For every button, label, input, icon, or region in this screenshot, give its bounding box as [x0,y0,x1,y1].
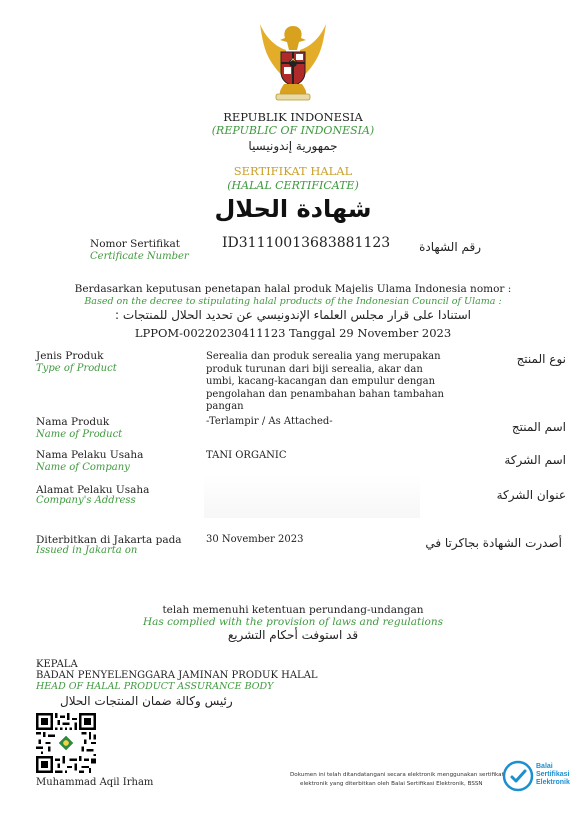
product-type-line: umbi, kacang-kacangan dan empulur dengan [206,376,436,387]
certificate-number-label-en: Certificate Number [90,251,189,262]
signatory-name: Muhammad Aqil Irham [36,777,154,788]
product-type-label-en: Type of Product [36,363,117,374]
product-type-line: Serealia dan produk serealia yang merupakan [206,351,441,362]
signatory-title-2: BADAN PENYELENGGARA JAMINAN PRODUK HALAL [36,670,318,681]
product-name-label-ar: اسم المنتج [511,420,566,434]
basis-text-ar: استنادا على قرار مجلس العلماء الإندونيسي عن تحديد الحلال للمنتجات : [115,308,471,322]
certificate-title-en: (HALAL CERTIFICATE) [227,179,359,192]
company-name-label-en: Name of Company [36,462,130,473]
issued-label: Diterbitkan di Jakarta pada [36,534,182,546]
signatory-title-ar: رئيس وكالة ضمان المنتجات الحلال [60,694,233,708]
signatory-title-en: HEAD OF HALAL PRODUCT ASSURANCE BODY [36,681,274,692]
signatory-title-1: KEPALA [36,659,78,670]
company-address-label: Alamat Pelaku Usaha [36,484,150,496]
redacted-address [204,474,420,518]
product-type-value [206,351,444,414]
bsre-text-line: Sertifikasi [536,771,570,778]
qr-code [36,713,96,773]
issued-label-ar: أصدرت الشهادة بجاكرتا في [425,536,562,550]
e-sign-note-line-2: elektronik yang diterbitkan oleh Balai Sertifikasi Elektronik, BSSN [300,781,483,787]
country-name-en: (REPUBLIC OF INDONESIA) [211,124,375,137]
product-name-value: -Terlampir / As Attached- [206,416,333,427]
bsre-logo-text [536,763,570,787]
company-address-label-ar: عنوان الشركة [496,488,566,502]
issued-label-en: Issued in Jakarta on [36,545,138,556]
e-sign-note-line-1: Dokumen ini telah ditandatangani secara elektronik menggunakan sertifikat [290,772,504,778]
product-name-label-en: Name of Product [36,429,123,440]
garuda-emblem [256,20,330,104]
country-name-ar: جمهورية إندونيسيا [248,139,338,153]
issued-date-value: 30 November 2023 [206,534,304,545]
country-name: REPUBLIK INDONESIA [223,110,363,124]
decree-number: LPPOM-00220230411123 Tanggal 29 November 2023 [134,326,452,340]
company-name-label: Nama Pelaku Usaha [36,449,144,461]
product-type-label-ar: نوع المنتج [516,352,566,366]
product-type-label: Jenis Produk [36,350,104,362]
product-name-label: Nama Produk [36,416,110,428]
bsre-text-line: Elektronik [536,779,570,786]
product-type-line: pangan [206,401,244,412]
product-type-line: pengolahan dan penambahan bahan tambahan [206,388,444,400]
compliance-text-ar: قد استوفت أحكام التشريع [227,628,359,642]
bsre-text-line: Balai [536,763,553,770]
basis-text-en: Based on the decree to stipulating halal products of the Indonesian Council of Ulama : [84,296,502,307]
company-name-value: TANI ORGANIC [206,450,287,461]
certificate-title-ar: شهادة الحلال [214,195,372,223]
company-address-label-en: Company's Address [36,495,136,506]
basis-text: Berdasarkan keputusan penetapan halal produk Majelis Ulama Indonesia nomor : [74,283,512,295]
company-name-label-ar: اسم الشركة [504,453,566,467]
bsre-logo-icon [502,760,534,792]
compliance-text-en: Has complied with the provision of laws and regulations [142,616,444,628]
certificate-number-value: ID31110013683881123 [222,235,391,251]
certificate-number-label-ar: رقم الشهادة [419,240,481,254]
certificate-number-label: Nomor Sertifikat [90,238,180,250]
product-type-line: produk turunan dari biji serealia, akar dan [206,363,423,375]
certificate-title: SERTIFIKAT HALAL [233,164,353,178]
compliance-text: telah memenuhi ketentuan perundang-undangan [162,604,424,616]
